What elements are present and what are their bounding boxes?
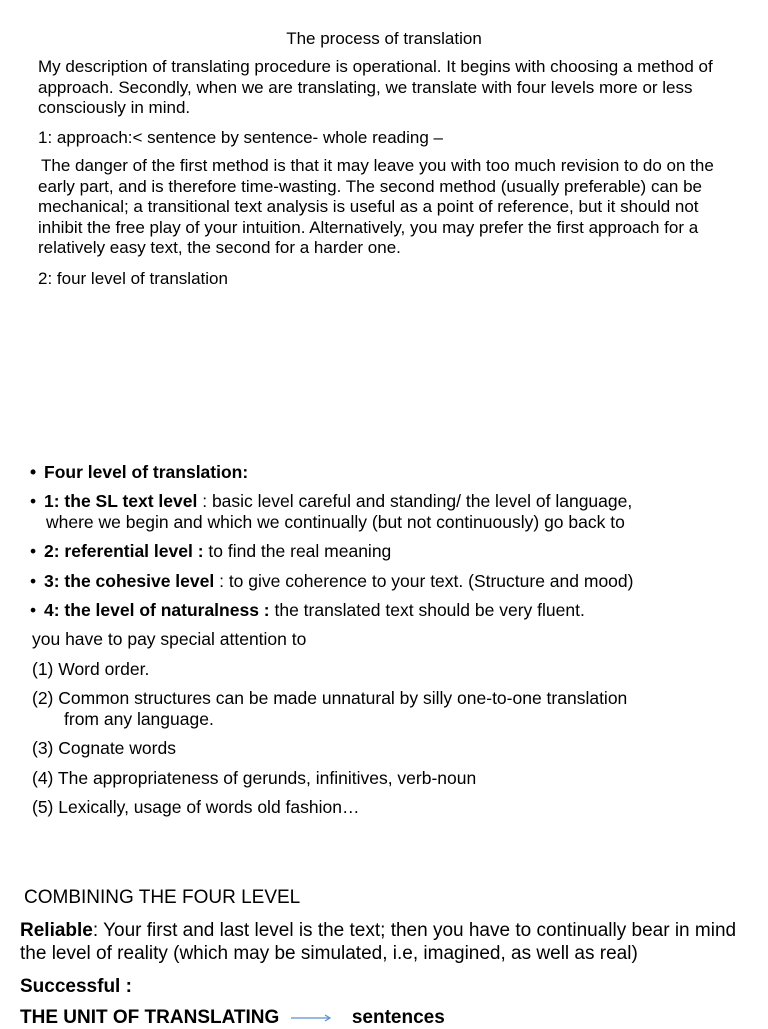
approach-item: 1: approach:< sentence by sentence- whole reading –	[38, 128, 443, 147]
unit-value: sentences	[351, 1007, 445, 1028]
attention-line: you have to pay special attention to	[32, 629, 307, 649]
successful-label: Successful :	[20, 976, 132, 997]
point-3: (3) Cognate words	[32, 738, 176, 758]
unit-of-translating	[20, 1007, 445, 1029]
point-2-continued: from any language.	[64, 709, 214, 729]
level-2: • 2: referential level : to find the real meaning	[30, 541, 392, 561]
reliable-paragraph	[20, 919, 760, 965]
point-4: (4) The appropriateness of gerunds, infinitives, verb-noun	[32, 768, 477, 788]
point-2: (2) Common structures can be made unnatural by silly one-to-one translation	[32, 688, 628, 708]
reliable-text: : Your first and last level is the text; then you have to continually bear in mind the level of reality (which may be simulated, i.e, imagined, as well as real)	[20, 920, 737, 964]
unit-label: THE UNIT OF TRANSLATING	[20, 1007, 280, 1028]
level-1-continued: where we begin and which we continually (but not continuously) go back to	[46, 512, 625, 532]
intro-paragraph: My description of translating procedure is operational. It begins with choosing a method of approach. Secondly, when we are translating, we translate with four levels more or less consciously in mind.	[38, 57, 713, 117]
arrow-right-icon	[291, 1014, 333, 1022]
level-1: • 1: the SL text level : basic level careful and standing/ the level of language,	[30, 491, 633, 511]
reliable-label: Reliable	[20, 920, 93, 941]
page-title: The process of translation	[286, 29, 482, 48]
combining-heading: COMBINING THE FOUR LEVEL	[24, 887, 301, 908]
level-4: • 4: the level of naturalness : the translated text should be very fluent.	[30, 600, 585, 620]
level-3: • 3: the cohesive level : to give coherence to your text. (Structure and mood)	[30, 571, 634, 591]
point-1: (1) Word order.	[32, 659, 150, 679]
danger-paragraph: The danger of the first method is that it may leave you with too much revision to do on the early part, and is therefore time-wasting. The second method (usually preferable) can be mechanical; a transitional text analysis is useful as a point of reference, but it should not inhibit the free play of your intuition. Alternatively, you may prefer the first approach for a relatively easy text, the second for a harder one.	[38, 156, 714, 257]
levels-heading: • Four level of translation:	[30, 462, 249, 482]
point-5: (5) Lexically, usage of words old fashion…	[32, 797, 360, 817]
four-level-item: 2: four level of translation	[38, 269, 228, 288]
